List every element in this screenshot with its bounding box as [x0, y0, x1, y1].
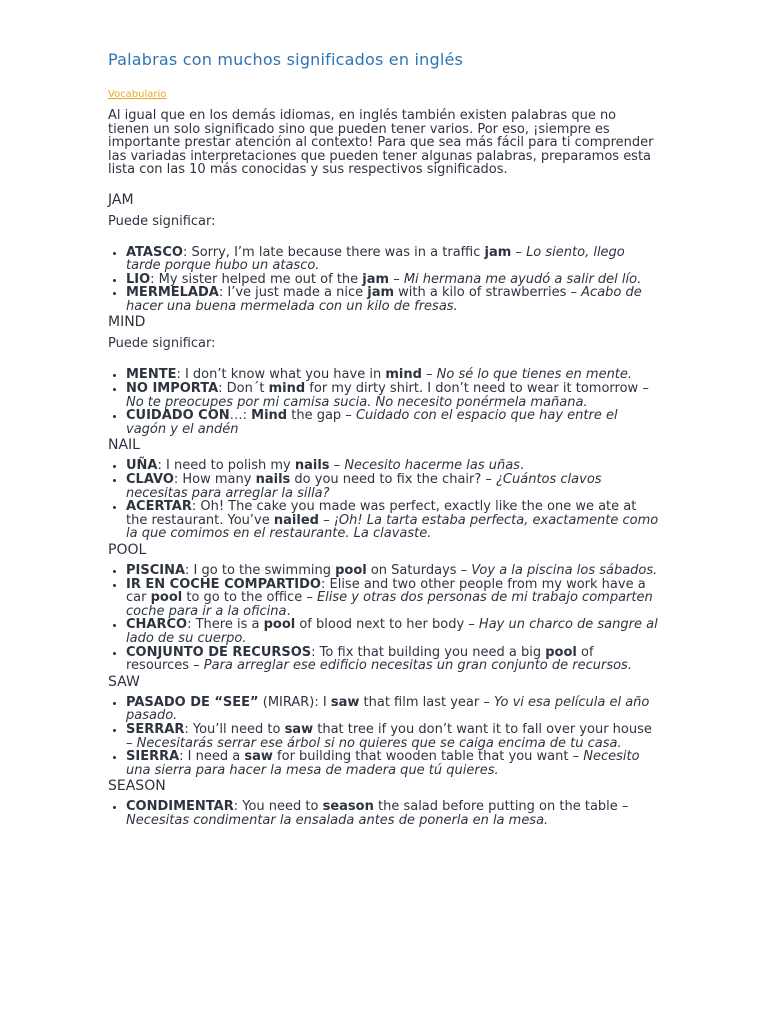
example-text: : My sister helped me out of the	[150, 271, 363, 287]
meaning-item	[126, 750, 660, 777]
example-text: : I’ve just made a nice	[218, 285, 368, 301]
example-text: : Oh! The cake you made was perfect, exactly like the one we ate at the restaurant. You’ve	[126, 499, 637, 528]
meaning-item	[126, 564, 660, 578]
section-heading: SEASON	[108, 778, 166, 795]
section-heading: MIND	[108, 314, 146, 331]
example-text: with a kilo of strawberries –	[394, 285, 582, 301]
meaning-list	[108, 246, 660, 314]
example-text: : You need to	[233, 799, 323, 815]
section-heading: POOL	[108, 542, 147, 558]
translation-text: Hay un charco de sangre al lado de su cuerpo.	[126, 617, 658, 646]
section-pool	[108, 541, 660, 673]
bold-text: pool	[335, 563, 367, 578]
translation-text: Yo vi esa película el año pasado.	[126, 694, 650, 724]
example-text: (MIRAR): I	[258, 694, 331, 710]
example-text: –	[318, 512, 334, 528]
bold-text: UÑA	[126, 458, 158, 474]
bold-text: MENTE	[126, 367, 177, 383]
translation-text: Voy a la piscina los sábados.	[471, 563, 658, 578]
meaning-item	[126, 696, 660, 723]
category-link[interactable]: Vocabulario	[108, 89, 167, 100]
example-text: : I go to the swimming	[185, 563, 336, 578]
section-heading: SAW	[108, 673, 140, 690]
example-text: the salad before putting on the table –	[373, 799, 629, 815]
bold-text: pool	[545, 644, 577, 660]
bold-text: CUIDADO CON	[126, 408, 230, 424]
section-subtitle: Puede significar:	[108, 336, 216, 352]
translation-text: No sé lo que tienes en mente.	[436, 367, 633, 383]
bold-text: nails	[294, 458, 330, 474]
example-text: for building that wooden table that you want –	[272, 749, 584, 765]
translation-text: ¡Oh! La tarta estaba perfecta, exactamente como la que comimos en el restaurante. La clavaste.	[126, 512, 659, 542]
meaning-item	[126, 409, 660, 436]
translation-text: Para arreglar ese edificio necesitas un gran conjunto de recursos.	[203, 658, 632, 674]
example-text: : Elise and two other people from my work have a car	[126, 576, 646, 606]
bold-text: nails	[255, 472, 291, 488]
bold-text: ACERTAR	[126, 499, 192, 515]
meaning-item	[126, 500, 660, 541]
bold-text: saw	[244, 749, 273, 765]
meaning-list	[108, 800, 660, 827]
example-text: that tree if you don’t want it to fall over your house –	[126, 721, 652, 751]
meaning-item	[126, 459, 660, 473]
translation-text: Acabo de hacer una buena mermelada con un kilo de fresas.	[126, 285, 642, 314]
example-text: : There is a	[187, 617, 264, 633]
meaning-item	[126, 286, 660, 313]
example-text: of blood next to her body –	[295, 617, 479, 633]
example-text: the gap –	[287, 408, 356, 424]
example-text: –	[329, 458, 345, 474]
page-title: Palabras con muchos significados en inglés	[108, 50, 464, 69]
section-subtitle: Puede significar:	[108, 213, 216, 229]
word-sections	[108, 191, 660, 828]
meaning-item	[126, 800, 660, 827]
translation-text: Mi hermana me ayudó a salir del lío.	[403, 271, 642, 287]
example-text: do you need to fix the chair? –	[290, 472, 497, 488]
bold-text: MERMELADA	[126, 285, 219, 301]
meaning-list	[108, 696, 660, 778]
bold-text: jam	[484, 244, 512, 260]
meaning-list	[108, 459, 660, 541]
meaning-item	[126, 473, 660, 500]
bold-text: CONJUNTO DE RECURSOS	[126, 644, 312, 660]
example-text: –	[511, 244, 527, 260]
translation-text: No te preocupes por mi camisa sucia. No necesito ponérmela mañana.	[126, 394, 588, 410]
bold-text: CONDIMENTAR	[126, 799, 234, 815]
example-text: .	[519, 458, 525, 474]
bold-text: SIERRA	[126, 749, 180, 765]
section-nail	[108, 436, 660, 541]
bold-text: saw	[330, 694, 360, 710]
example-text: : I need to polish my	[157, 458, 295, 474]
example-text: …:	[229, 408, 252, 424]
translation-text: Cuidado con el espacio que hay entre el vagón y el andén	[126, 408, 618, 437]
section-heading: NAIL	[108, 437, 140, 454]
bold-text: saw	[284, 721, 314, 737]
bold-text: NO IMPORTA	[126, 381, 219, 397]
example-text: –	[421, 367, 437, 383]
meaning-item	[126, 382, 660, 409]
meaning-item	[126, 368, 660, 382]
bold-text: pool	[150, 590, 183, 606]
translation-text: Necesitas condimentar la ensalada antes de ponerla en la mesa.	[126, 812, 549, 828]
example-text: : I don’t know what you have in	[176, 367, 386, 383]
meaning-item	[126, 246, 660, 273]
translation-text: ¿Cuántos clavos necesitas para arreglar la silla?	[126, 472, 602, 501]
meaning-item	[126, 723, 660, 750]
example-text: for my dirty shirt. I don’t need to wear it tomorrow –	[305, 381, 649, 397]
example-text: .	[286, 603, 291, 619]
example-text: : Sorry, I’m late because there was in a traffic	[182, 244, 485, 260]
example-text: : To fix that building you need a big	[311, 644, 546, 660]
section-jam	[108, 191, 660, 314]
section-heading: JAM	[108, 191, 134, 208]
example-text: on Saturdays –	[366, 563, 472, 578]
example-text: : You’ll need to	[184, 721, 285, 737]
bold-text: nailed	[273, 512, 319, 528]
bold-text: Mind	[251, 408, 288, 424]
translation-text: Necesito una sierra para hacer la mesa de madera que tú quieres.	[126, 749, 640, 778]
example-text: : How many	[173, 472, 256, 488]
bold-text: mind	[268, 381, 306, 397]
bold-text: CLAVO	[126, 472, 174, 488]
meaning-item	[126, 578, 660, 619]
example-text: –	[389, 271, 404, 287]
intro-paragraph: Al igual que en los demás idiomas, en inglés también existen palabras que no tienen un solo significado sino que pueden tener varios. Por eso, ¡siempre es importante prestar atención al contexto! Para que sea más fácil para ti comprender las variadas interpretaciones que pueden tener algunas palabras, preparamos esta lista con las 10 más conocidas y sus respectivos significados.	[108, 108, 654, 177]
translation-text: Elise y otras dos personas de mi trabajo comparten coche para ir a la oficina	[126, 590, 653, 619]
bold-text: jam	[367, 285, 395, 301]
bold-text: SERRAR	[126, 721, 185, 737]
bold-text: season	[322, 799, 374, 815]
bold-text: jam	[362, 271, 390, 287]
bold-text: PASADO DE “SEE”	[126, 694, 259, 710]
bold-text: ATASCO	[126, 244, 183, 260]
bold-text: CHARCO	[126, 617, 188, 633]
meaning-item	[126, 618, 660, 645]
section-season	[108, 777, 660, 827]
translation-text: Necesito hacerme las uñas	[344, 458, 520, 474]
meaning-item	[126, 273, 660, 287]
meaning-list	[108, 368, 660, 436]
translation-text: Necesitarás serrar ese árbol si no quieres que se caiga encima de tu casa.	[136, 735, 622, 751]
bold-text: pool	[263, 617, 296, 633]
meaning-list	[108, 564, 660, 673]
section-saw	[108, 673, 660, 778]
translation-text: Lo siento, llego tarde porque hubo un atasco.	[126, 244, 625, 274]
bold-text: PISCINA	[126, 563, 186, 578]
example-text: : I need a	[179, 749, 245, 765]
section-mind	[108, 313, 660, 436]
example-text: of resources –	[126, 644, 594, 674]
bold-text: mind	[385, 367, 422, 383]
example-text: that film last year –	[359, 694, 494, 710]
example-text: to go to the office –	[182, 590, 317, 606]
meaning-item	[126, 646, 660, 673]
bold-text: LIO	[126, 271, 151, 287]
bold-text: IR EN COCHE COMPARTIDO	[126, 576, 321, 592]
example-text: : Don´t	[218, 381, 269, 397]
